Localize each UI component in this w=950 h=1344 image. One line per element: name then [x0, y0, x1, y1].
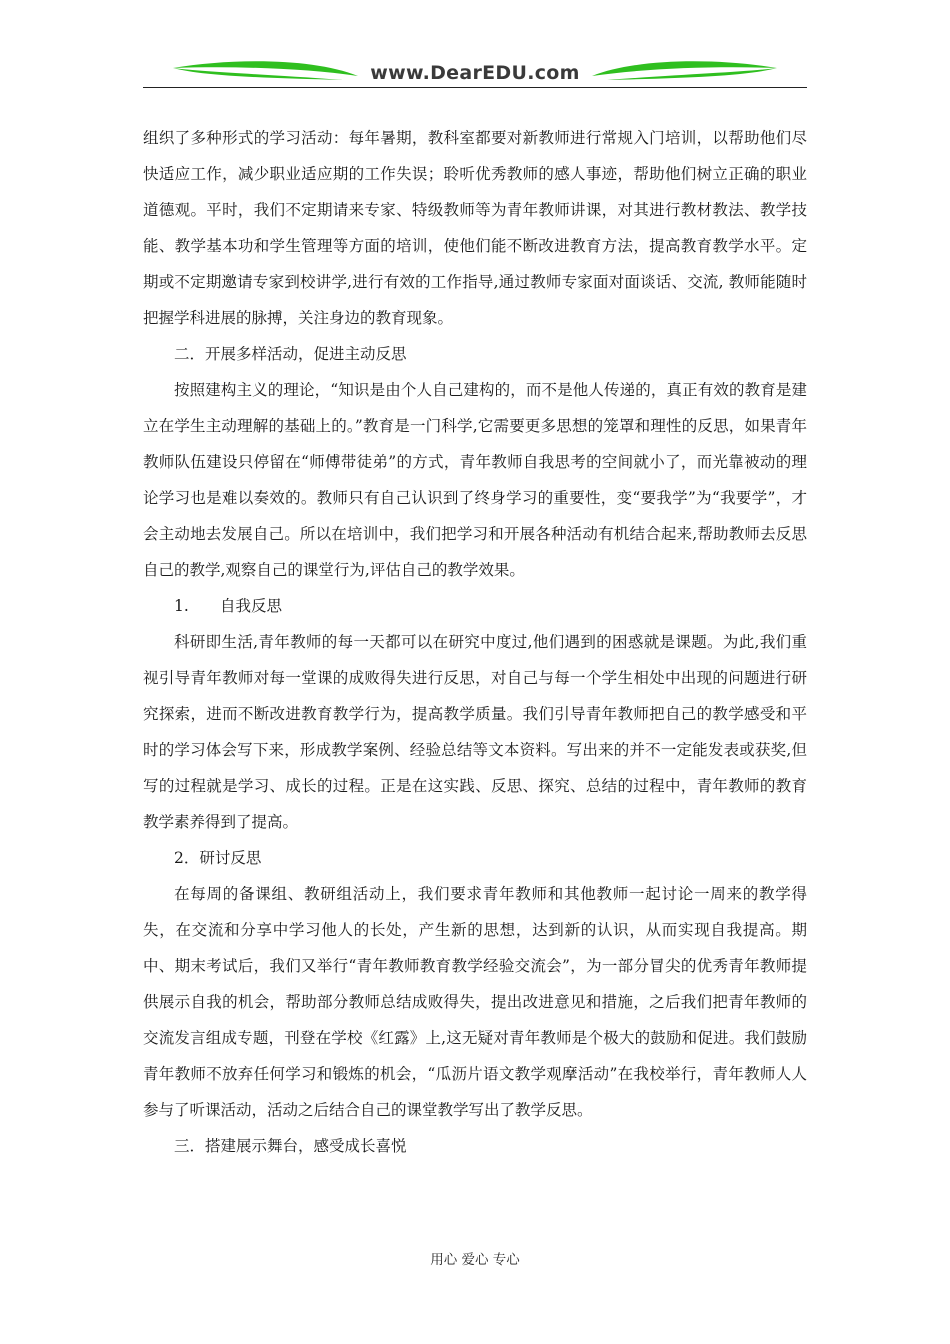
- subsection-title: 自我反思: [220, 597, 283, 615]
- section-heading: 二．开展多样活动，促进主动反思: [174, 345, 407, 363]
- paragraph: 按照建构主义的理论，“知识是由个人自己建构的，而不是他人传递的，真正有效的教育是建立在学生主动理解的基础上的。”教育是一门科学,它需要更多思想的笼罩和理性的反思，如果青年教师队伍建设只停留在“师傅带徒弟”的方式，青年教师自我思考的空间就小了，而光靠被动的理论学习也是难以奏效的。教师只有自己认识到了终身学习的重要性，变“要我学”为“我要学”，才会主动地去发展自己。所以在培训中，我们把学习和开展各种活动有机结合起来,帮助教师去反思自己的教学,观察自己的课堂行为,评估自己的教学效果。: [143, 381, 807, 579]
- paragraph: 在每周的备课组、教研组活动上，我们要求青年教师和其他教师一起讨论一周来的教学得失，在交流和分享中学习他人的长处，产生新的思想，达到新的认识，从而实现自我提高。期中、期末考试后，我们又举行“青年教师教育教学经验交流会”，为一部分冒尖的优秀青年教师提供展示自我的机会，帮助部分教师总结成败得失，提出改进意见和措施，之后我们把青年教师的交流发言组成专题，刊登在学校《红露》上,这无疑对青年教师是个极大的鼓励和促进。我们鼓励青年教师不放弃任何学习和锻炼的机会，“瓜沥片语文教学观摩活动”在我校举行，青年教师人人参与了听课活动，活动之后结合自己的课堂教学写出了教学反思。: [143, 885, 807, 1119]
- paragraph: 科研即生活,青年教师的每一天都可以在研究中度过,他们遇到的困惑就是课题。为此,我们重视引导青年教师对每一堂课的成败得失进行反思，对自己与每一个学生相处中出现的问题进行研究探索，进而不断改进教育教学行为，提高教学质量。我们引导青年教师把自己的教学感受和平时的学习体会写下来，形成教学案例、经验总结等文本资料。写出来的并不一定能发表或获奖,但写的过程就是学习、成长的过程。正是在这实践、反思、探究、总结的过程中，青年教师的教育教学素养得到了提高。: [143, 633, 807, 831]
- page-header: [143, 56, 807, 92]
- site-name: www.DearEDU.com: [370, 62, 580, 84]
- section-heading: 三．搭建展示舞台，感受成长喜悦: [174, 1137, 407, 1155]
- paragraph: 组织了多种形式的学习活动：每年暑期，教科室都要对新教师进行常规入门培训，以帮助他们尽快适应工作，减少职业适应期的工作失误；聆听优秀教师的感人事迹，帮助他们树立正确的职业道德观。平时，我们不定期请来专家、特级教师等为青年教师讲课，对其进行教材教法、教学技能、教学基本功和学生管理等方面的培训，使他们能不断改进教育方法，提高教育教学水平。定期或不定期邀请专家到校讲学,进行有效的工作指导,通过教师专家面对面谈话、交流, 教师能随时把握学科进展的脉搏，关注身边的教育现象。: [143, 129, 807, 327]
- document-body: [143, 120, 807, 1164]
- list-number: 1.: [174, 597, 189, 615]
- subsection-heading: [143, 588, 807, 624]
- page-footer: 用心 爱心 专心: [430, 1252, 520, 1268]
- header-divider: [143, 87, 807, 88]
- subsection-heading: 2．研讨反思: [174, 849, 262, 867]
